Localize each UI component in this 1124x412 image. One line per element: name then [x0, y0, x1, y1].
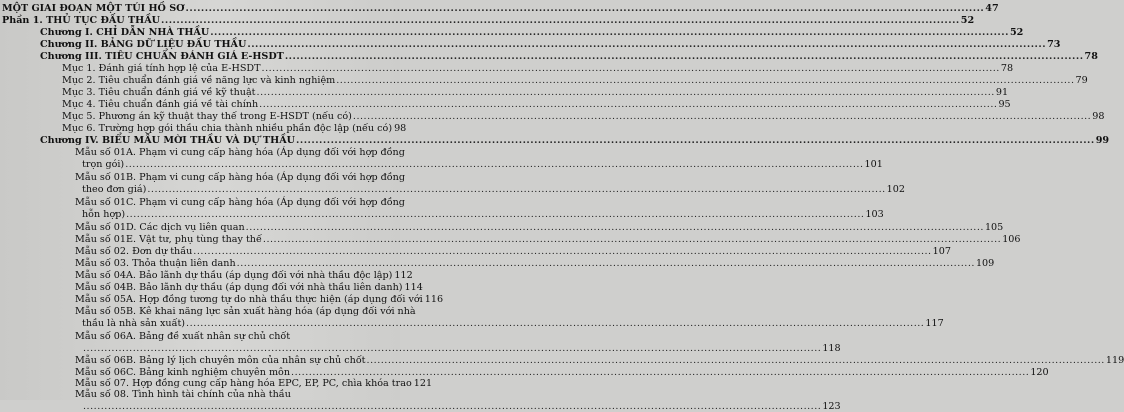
toc-entry-title: Mẫu số 01D. Các dịch vụ liên quan: [75, 222, 245, 233]
toc-entry[interactable]: [82, 184, 905, 195]
toc-entry-page: 91: [995, 87, 1009, 98]
toc-entry[interactable]: [75, 378, 433, 389]
toc-leader-dots: [147, 184, 885, 195]
toc-entry[interactable]: [2, 3, 999, 14]
toc-entry-title: Mục 3. Tiêu chuẩn đánh giá về kỹ thuật: [62, 87, 256, 98]
toc-leader-dots: [336, 75, 1074, 86]
toc-entry[interactable]: [75, 234, 1021, 245]
toc-entry[interactable]: [75, 258, 995, 269]
toc-leader-dots: [186, 3, 985, 14]
toc-entry-title: Mẫu số 04A. Bảo lãnh dự thầu (áp dụng đối với nhà thầu độc lập): [75, 270, 393, 281]
toc-entry-page: 106: [1002, 234, 1021, 245]
toc-entry-title: Chương I. CHỈ DẪN NHÀ THẦU: [40, 27, 210, 38]
toc-entry[interactable]: [75, 246, 951, 257]
toc-entry-title: Mẫu số 05A. Hợp đồng tương tự do nhà thầu thực hiện (áp dụng đối với: [75, 294, 423, 305]
toc-entry-title: Chương II. BẢNG DỮ LIỆU ĐẤU THẦU: [40, 39, 247, 50]
toc-entry-page: 78: [1084, 51, 1098, 62]
toc-entry-title: Mục 1. Đánh giá tính hợp lệ của E-HSDT: [62, 63, 261, 74]
toc-entry[interactable]: [75, 282, 423, 293]
toc-leader-dots: [296, 135, 1095, 146]
toc-entry[interactable]: [82, 209, 884, 220]
toc-entry[interactable]: [75, 294, 444, 305]
toc-entry-page: 73: [1047, 39, 1061, 50]
toc-entry-title: Mục 6. Trường hợp gói thầu chia thành nhiều phần độc lập (nếu có): [62, 123, 393, 134]
toc-entry[interactable]: [82, 159, 883, 170]
toc-entry-line1[interactable]: Mẫu số 01C. Phạm vi cung cấp hàng hóa (Áp dụng đối với hợp đồng: [75, 197, 405, 208]
toc-entry-title: Phần 1. THỦ TỤC ĐẤU THẦU: [2, 15, 161, 26]
toc-leader-dots: [83, 401, 821, 412]
toc-leader-dots: [161, 15, 960, 26]
toc-entry-page: 114: [404, 282, 423, 293]
toc-leader-dots: [83, 343, 821, 354]
toc-leader-dots: [367, 355, 1105, 366]
toc-entry-title: Mục 4. Tiêu chuẩn đánh giá về tài chính: [62, 99, 259, 110]
toc-leader-dots: [186, 318, 924, 329]
toc-entry-title: Mẫu số 03. Thỏa thuận liên danh: [75, 258, 236, 269]
toc-entry-page: 98: [394, 123, 407, 134]
toc-entry[interactable]: [40, 27, 1024, 38]
toc-leader-dots: [263, 234, 1001, 245]
toc-entry[interactable]: [40, 39, 1061, 50]
toc-entry-line1[interactable]: Mẫu số 01B. Phạm vi cung cấp hàng hóa (Áp dụng đối với hợp đồng: [75, 172, 405, 183]
toc-entry-title: Chương IV. BIỂU MẪU MỜI THẦU VÀ DỰ THẦU: [40, 135, 296, 146]
toc-entry-page: 102: [886, 184, 905, 195]
toc-entry-title: Chương III. TIÊU CHUẨN ĐÁNH GIÁ E-HSDT: [40, 51, 284, 62]
toc-leader-dots: [262, 63, 1000, 74]
toc-leader-dots: [210, 27, 1009, 38]
toc-entry[interactable]: [75, 355, 1124, 366]
toc-entry-title-cont: thầu là nhà sản xuất): [82, 318, 186, 329]
toc-entry-title: Mẫu số 07. Hợp đồng cung cấp hàng hóa EPC, EP, PC, chìa khóa trao: [75, 378, 412, 389]
toc-entry[interactable]: [62, 87, 1009, 98]
toc-entry[interactable]: [82, 401, 841, 412]
toc-leader-dots: [193, 246, 931, 257]
toc-entry[interactable]: [2, 15, 975, 26]
toc-entry-page: 118: [822, 343, 841, 354]
toc-leader-dots: [246, 222, 984, 233]
toc-entry[interactable]: [62, 111, 1105, 122]
toc-leader-dots: [259, 99, 997, 110]
toc-entry[interactable]: [62, 123, 407, 134]
toc-entry-page: 78: [1000, 63, 1014, 74]
toc-entry-page: 107: [932, 246, 951, 257]
toc-entry-page: 120: [1030, 367, 1049, 378]
toc-entry[interactable]: [62, 99, 1011, 110]
toc-leader-dots: [291, 367, 1029, 378]
toc-entry-title-cont: theo đơn giá): [82, 184, 147, 195]
toc-entry-line1[interactable]: Mẫu số 08. Tình hình tài chính của nhà thầu: [75, 389, 291, 400]
toc-entry[interactable]: [75, 270, 413, 281]
toc-leader-dots: [125, 159, 863, 170]
toc-entry-title: Mẫu số 06B. Bảng lý lịch chuyên môn của nhân sự chủ chốt: [75, 355, 366, 366]
toc-entry-title: Mẫu số 06C. Bảng kinh nghiệm chuyên môn: [75, 367, 291, 378]
toc-entry[interactable]: [75, 367, 1049, 378]
toc-entry-title: MỘT GIAI ĐOẠN MỘT TÚI HỒ SƠ: [2, 3, 185, 14]
toc-entry-page: 103: [865, 209, 884, 220]
toc-entry[interactable]: [62, 75, 1088, 86]
toc-entry-page: 79: [1075, 75, 1088, 86]
toc-entry-page: 101: [864, 159, 883, 170]
toc-leader-dots: [285, 51, 1084, 62]
toc-entry-page: 52: [1009, 27, 1024, 38]
toc-entry-line1[interactable]: Mẫu số 05B. Kê khai năng lực sản xuất hàng hóa (áp dụng đối với nhà: [75, 306, 416, 317]
toc-leader-dots: [126, 209, 864, 220]
toc-entry-page: 109: [975, 258, 995, 269]
toc-entry-page: 95: [998, 99, 1011, 110]
toc-entry-page: 47: [985, 3, 999, 14]
toc-entry[interactable]: [62, 63, 1014, 74]
toc-entry-page: 117: [925, 318, 944, 329]
toc-entry-page: 98: [1092, 111, 1105, 122]
toc-entry-page: 105: [984, 222, 1004, 233]
toc-leader-dots: [237, 258, 975, 269]
toc-entry-page: 99: [1095, 135, 1110, 146]
toc-entry[interactable]: [40, 51, 1098, 62]
toc-entry[interactable]: [40, 135, 1110, 146]
toc-entry-line1[interactable]: Mẫu số 06A. Bảng đề xuất nhân sự chủ chốt: [75, 331, 291, 342]
toc-entry-page: 52: [960, 15, 975, 26]
toc-entry[interactable]: [75, 222, 1004, 233]
toc-leader-dots: [247, 39, 1046, 50]
toc-entry[interactable]: [82, 343, 841, 354]
toc-entry-page: 119: [1105, 355, 1124, 366]
toc-entry-page: 116: [424, 294, 444, 305]
toc-entry-title: Mẫu số 01E. Vật tư, phụ tùng thay thế: [75, 234, 262, 245]
toc-entry-title: Mục 5. Phương án kỹ thuật thay thế trong E-HSDT (nếu có): [62, 111, 352, 122]
toc-entry-line1[interactable]: Mẫu số 01A. Phạm vi cung cấp hàng hóa (Áp dụng đối với hợp đồng: [75, 147, 405, 158]
toc-entry-title: Mẫu số 02. Đơn dự thầu: [75, 246, 193, 257]
toc-leader-dots: [257, 87, 995, 98]
toc-entry-title-cont: hỗn hợp): [82, 209, 126, 220]
toc-entry[interactable]: [82, 318, 944, 329]
toc-entry-title: Mục 2. Tiêu chuẩn đánh giá về năng lực và kinh nghiệm: [62, 75, 336, 86]
toc-entry-title: Mẫu số 04B. Bảo lãnh dự thầu (áp dụng đối với nhà thầu liên danh): [75, 282, 403, 293]
toc-entry-title-cont: trọn gói): [82, 159, 125, 170]
toc-leader-dots: [353, 111, 1091, 122]
toc-entry-page: 121: [413, 378, 433, 389]
toc-entry-page: 123: [822, 401, 841, 412]
toc-entry-page: 112: [394, 270, 413, 281]
